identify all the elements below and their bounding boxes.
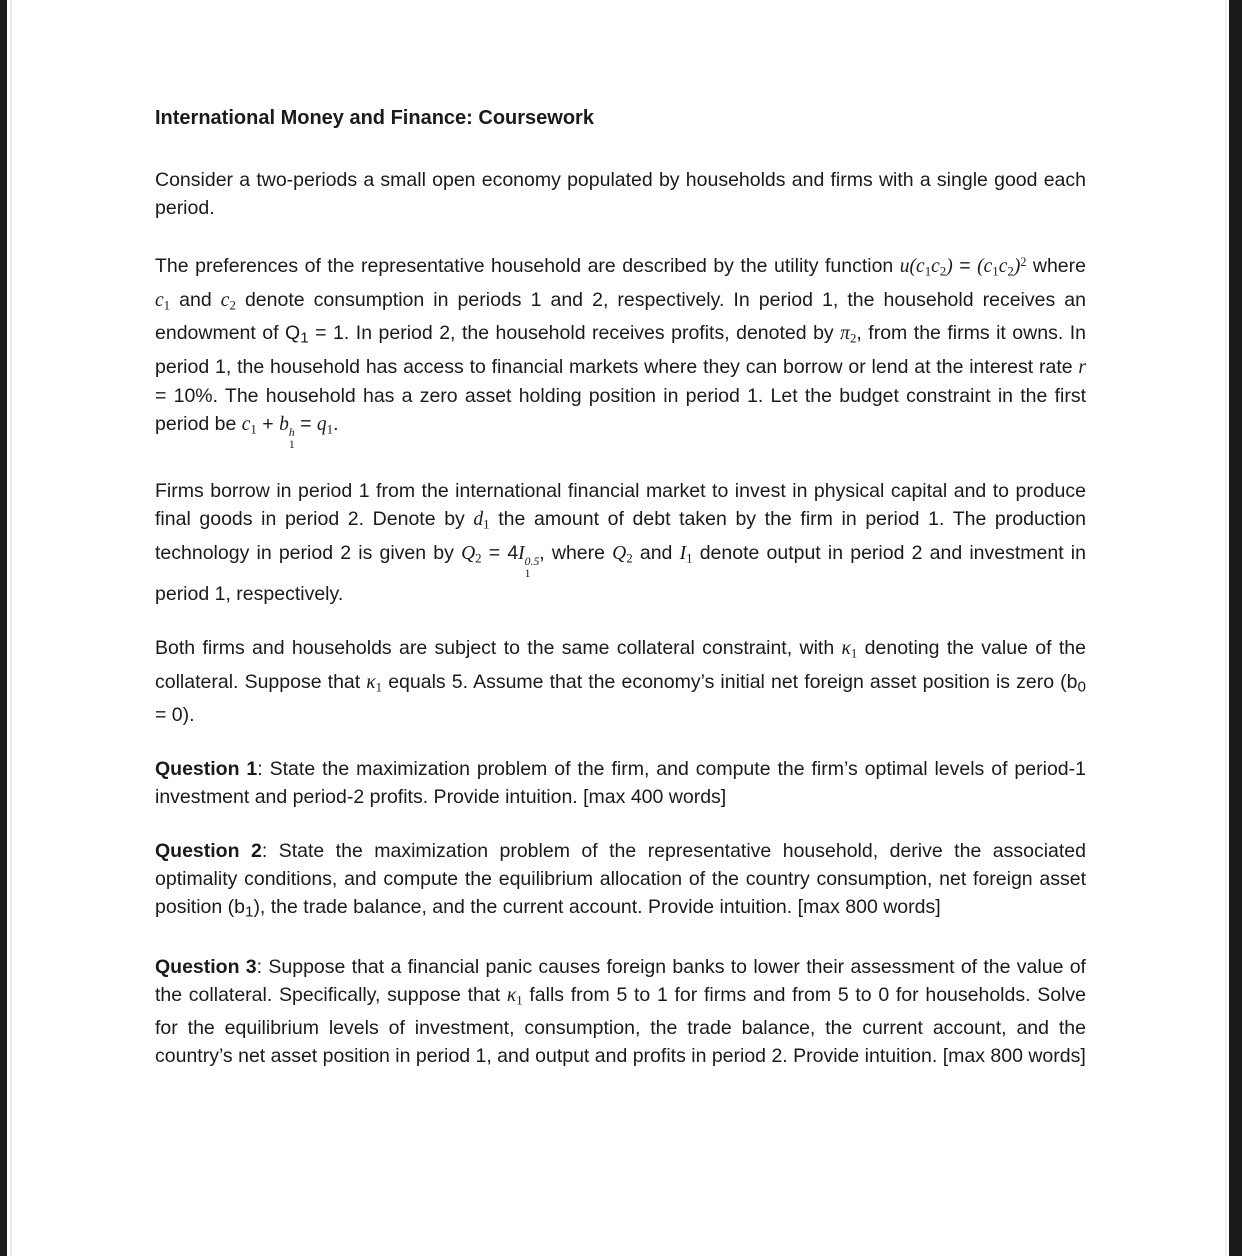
page-border-line-left [10, 0, 12, 1256]
screen-edge-bar-right [1229, 0, 1242, 1256]
paragraph-household-preferences: The preferences of the representative household are described by the utility function $u(c1c2) = (c1c2)^2$ where c1 and c2 denote consumption in periods 1 and 2, respectively. In period 1, the household receives an endowment of Q1 = 1. In period 2, the household receives profits, denoted by π2, from the firms it owns. In period 1, the household has access to financial markets where they can borrow or lend at the interest rate r = 10%. The household has a zero asset holding position in period 1. Let the budget constraint in the first period be c1 + b h 1 = q1. [155, 255, 1087, 451]
paragraph-firms: Firms borrow in period 1 from the international financial market to invest in physical capital and to produce final goods in period 2. Denote by d1 the amount of debt taken by the firm in period 1. The production technology in period 2 is given by Q2 = 4I 0.5 1 , where Q2 and I1 denote output in period 2 and investment in period 1, respectively. [155, 480, 1086, 606]
page-border-line-right [1225, 0, 1227, 1256]
document-title: International Money and Finance: Coursework [155, 107, 594, 129]
document-page [155, 104, 1086, 1070]
screen-edge-bar-left [0, 0, 7, 1256]
paragraph-intro: Consider a two-periods a small open economy populated by households and firms with a single good each period. [155, 169, 1086, 219]
paragraph-collateral-constraint: Both firms and households are subject to the same collateral constraint, with κ1 denoting the value of the collateral. Suppose that κ1 equals 5. Assume that the economy’s initial net foreign asset position is zero (b0 = 0). [155, 637, 1086, 727]
question-1: Question 1: State the maximization problem of the firm, and compute the firm’s optimal levels of period-1 investment and period-2 profits. Provide intuition. [max 400 words] [155, 758, 1086, 809]
question-2: Question 2: State the maximization problem of the representative household, derive the associated optimality conditions, and compute the equilibrium allocation of the country consumption, net foreign asset position (b1), the trade balance, and the current account. Provide intuition. [max 800 words] [155, 840, 1086, 921]
question-3: Question 3: Suppose that a financial panic causes foreign banks to lower their assessment of the value of the collateral. Specifically, suppose that κ1 falls from 5 to 1 for firms and from 5 to 0 for households. Solve for the equilibrium levels of investment, consumption, the trade balance, the current account, and the country’s net asset position in period 1, and output and profits in period 2. Provide intuition. [max 800 words] [155, 955, 1086, 1068]
